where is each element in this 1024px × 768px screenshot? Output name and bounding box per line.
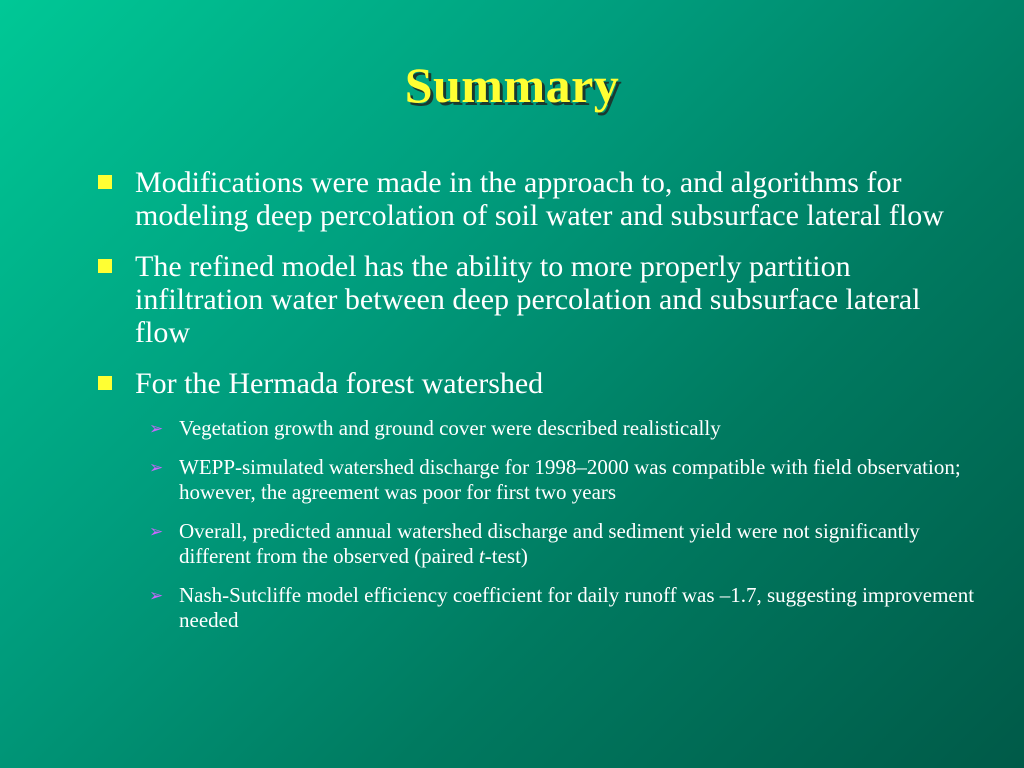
arrow-bullet-icon: ➢: [149, 458, 164, 478]
sub-bullet-item: [135, 583, 978, 633]
sub-bullet-item: [135, 519, 978, 569]
sub-bullet-text-part: -test): [484, 544, 528, 568]
sub-bullet-text: Vegetation growth and ground cover were described realistically: [179, 416, 721, 440]
slide-title: Summary: [404, 57, 620, 113]
square-bullet-icon: [98, 175, 112, 189]
italic-t: t: [478, 544, 485, 568]
arrow-bullet-icon: ➢: [149, 522, 164, 542]
bullet-list: [98, 166, 978, 651]
sub-bullet-item: [135, 455, 978, 505]
bullet-item: [98, 367, 978, 633]
bullet-text: The refined model has the ability to more properly partition infiltration water between deep percolation and subsurface lateral flow: [135, 250, 921, 349]
bullet-text: Modifications were made in the approach to, and algorithms for modeling deep percolation of soil water and subsurface lateral flow: [135, 166, 944, 232]
sub-bullet-text-part: Overall, predicted annual watershed discharge and sediment yield were not significantly different from the observed (paired: [179, 519, 920, 568]
bullet-item: [98, 166, 978, 232]
bullet-item: [98, 250, 978, 349]
arrow-bullet-icon: ➢: [149, 586, 164, 606]
sub-bullet-item: [135, 416, 978, 441]
sub-bullet-list: [135, 416, 978, 633]
square-bullet-icon: [98, 376, 112, 390]
sub-bullet-text: WEPP-simulated watershed discharge for 1998–2000 was compatible with field observation; however, the agreement was poor for first two years: [179, 455, 961, 504]
sub-bullet-text: Nash-Sutcliffe model efficiency coefficient for daily runoff was –1.7, suggesting improvement needed: [179, 583, 975, 632]
bullet-text: For the Hermada forest watershed: [135, 367, 544, 400]
square-bullet-icon: [98, 259, 112, 273]
arrow-bullet-icon: ➢: [149, 419, 164, 439]
sub-bullet-text: [179, 519, 920, 568]
